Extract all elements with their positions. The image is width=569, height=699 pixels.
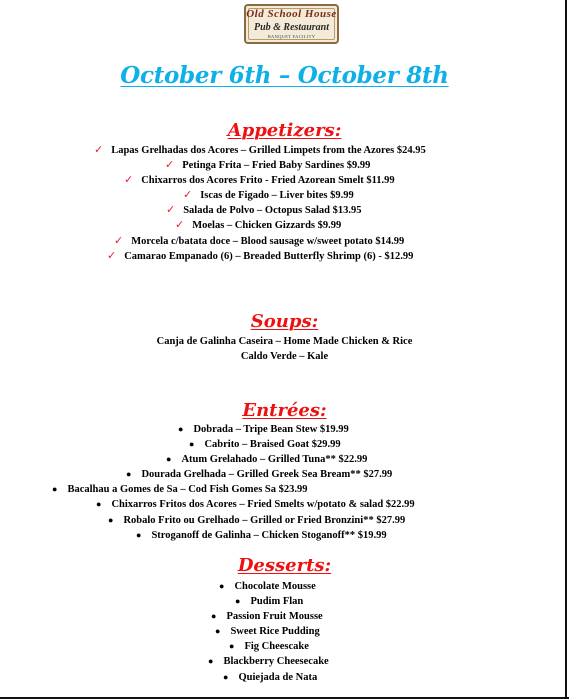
checkmark-icon: ✓ [124,174,134,187]
list-item: ● Pudim Flan [235,596,304,608]
list-item: ● Blackberry Cheesecake [208,656,329,668]
list-item: ● Cabrito – Braised Goat $29.99 [189,439,341,451]
bullet-icon: ● [126,469,132,480]
list-item: ✓ Moelas – Chicken Gizzards $9.99 [175,219,342,232]
list-item: ✓ Morcela c/batata doce – Blood sausage w/sweet potato $14.99 [114,234,405,247]
bullet-icon: ● [229,641,235,652]
bullet-icon: ● [96,499,102,510]
list-item: ✓ Petinga Frita – Fried Baby Sardines $9.99 [165,159,371,172]
appetizers-list [0,143,569,264]
list-item: ● Quiejada de Nata [223,671,318,683]
desserts-list [0,579,569,685]
list-item: Caldo Verde – Kale [240,351,329,363]
bullet-icon: ● [208,656,214,667]
appetizers-heading: Appetizers: [227,120,342,141]
list-item: ● Sweet Rice Pudding [215,626,320,638]
bullet-icon: ● [223,671,229,682]
bullet-icon: ● [211,611,217,622]
checkmark-icon: ✓ [166,204,176,217]
bullet-icon: ● [108,514,114,525]
list-item: ● Bacalhau a Gomes de Sa – Cod Fish Gomes Sa $23.99 [52,484,308,496]
checkmark-icon: ✓ [183,189,193,202]
soups-heading: Soups: [250,311,319,332]
list-item: ● Atum Grelahado – Grilled Tuna** $22.99 [166,454,368,466]
restaurant-logo [244,4,339,44]
list-item: ● Chixarros Fritos dos Acores – Fried Smelts w/potato & salad $22.99 [96,499,415,511]
list-item: ● Robalo Frito ou Grelhado – Grilled or Fried Bronzini** $27.99 [108,514,406,526]
checkmark-icon: ✓ [175,219,185,232]
list-item: ✓ Salada de Polvo – Octopus Salad $13.95 [166,204,362,217]
desserts-heading: Desserts: [237,555,332,576]
logo-tagline: BANQUET FACILITY [267,34,316,39]
list-item: Canja de Galinha Caseira – Home Made Chicken & Rice [156,336,413,347]
checkmark-icon: ✓ [114,234,124,247]
list-item: ● Dourada Grelhada – Grilled Greek Sea Bream** $27.99 [126,469,393,481]
bullet-icon: ● [235,596,241,607]
list-item: ● Chocolate Mousse [219,581,316,592]
entrees-heading: Entrées: [242,400,327,421]
checkmark-icon: ✓ [107,249,117,262]
checkmark-icon: ✓ [165,159,175,172]
bullet-icon: ● [189,439,195,450]
checkmark-icon: ✓ [94,144,104,156]
bullet-icon: ● [136,529,142,540]
bullet-icon: ● [166,454,172,465]
list-item: ✓ Camarao Empanado (6) – Breaded Butterfly Shrimp (6) - $12.99 [107,249,414,262]
bullet-icon: ● [178,424,184,434]
list-item: ● Stroganoff de Galinha – Chicken Stoganoff** $19.99 [136,529,387,541]
list-item: ● Fig Cheescake [229,641,309,653]
bullet-icon: ● [215,626,221,637]
logo-name: Old School House [246,8,337,20]
soups-list [0,334,569,364]
logo-subtitle: Pub & Restaurant [253,22,330,33]
entrees-list [0,422,569,543]
list-item: ● Passion Fruit Mousse [211,611,323,623]
bullet-icon: ● [52,484,58,495]
list-item: ● Dobrada – Tripe Bean Stew $19.99 [178,424,349,435]
list-item: ✓ Chixarros dos Acores Frito - Fried Azorean Smelt $11.99 [124,174,395,187]
date-range-title: October 6th – October 8th [120,62,449,89]
list-item: ✓ Lapas Grelhadas dos Acores – Grilled Limpets from the Azores $24.95 [94,144,426,156]
list-item: ✓ Iscas de Figado – Liver bites $9.99 [183,189,354,202]
bullet-icon: ● [219,581,225,591]
